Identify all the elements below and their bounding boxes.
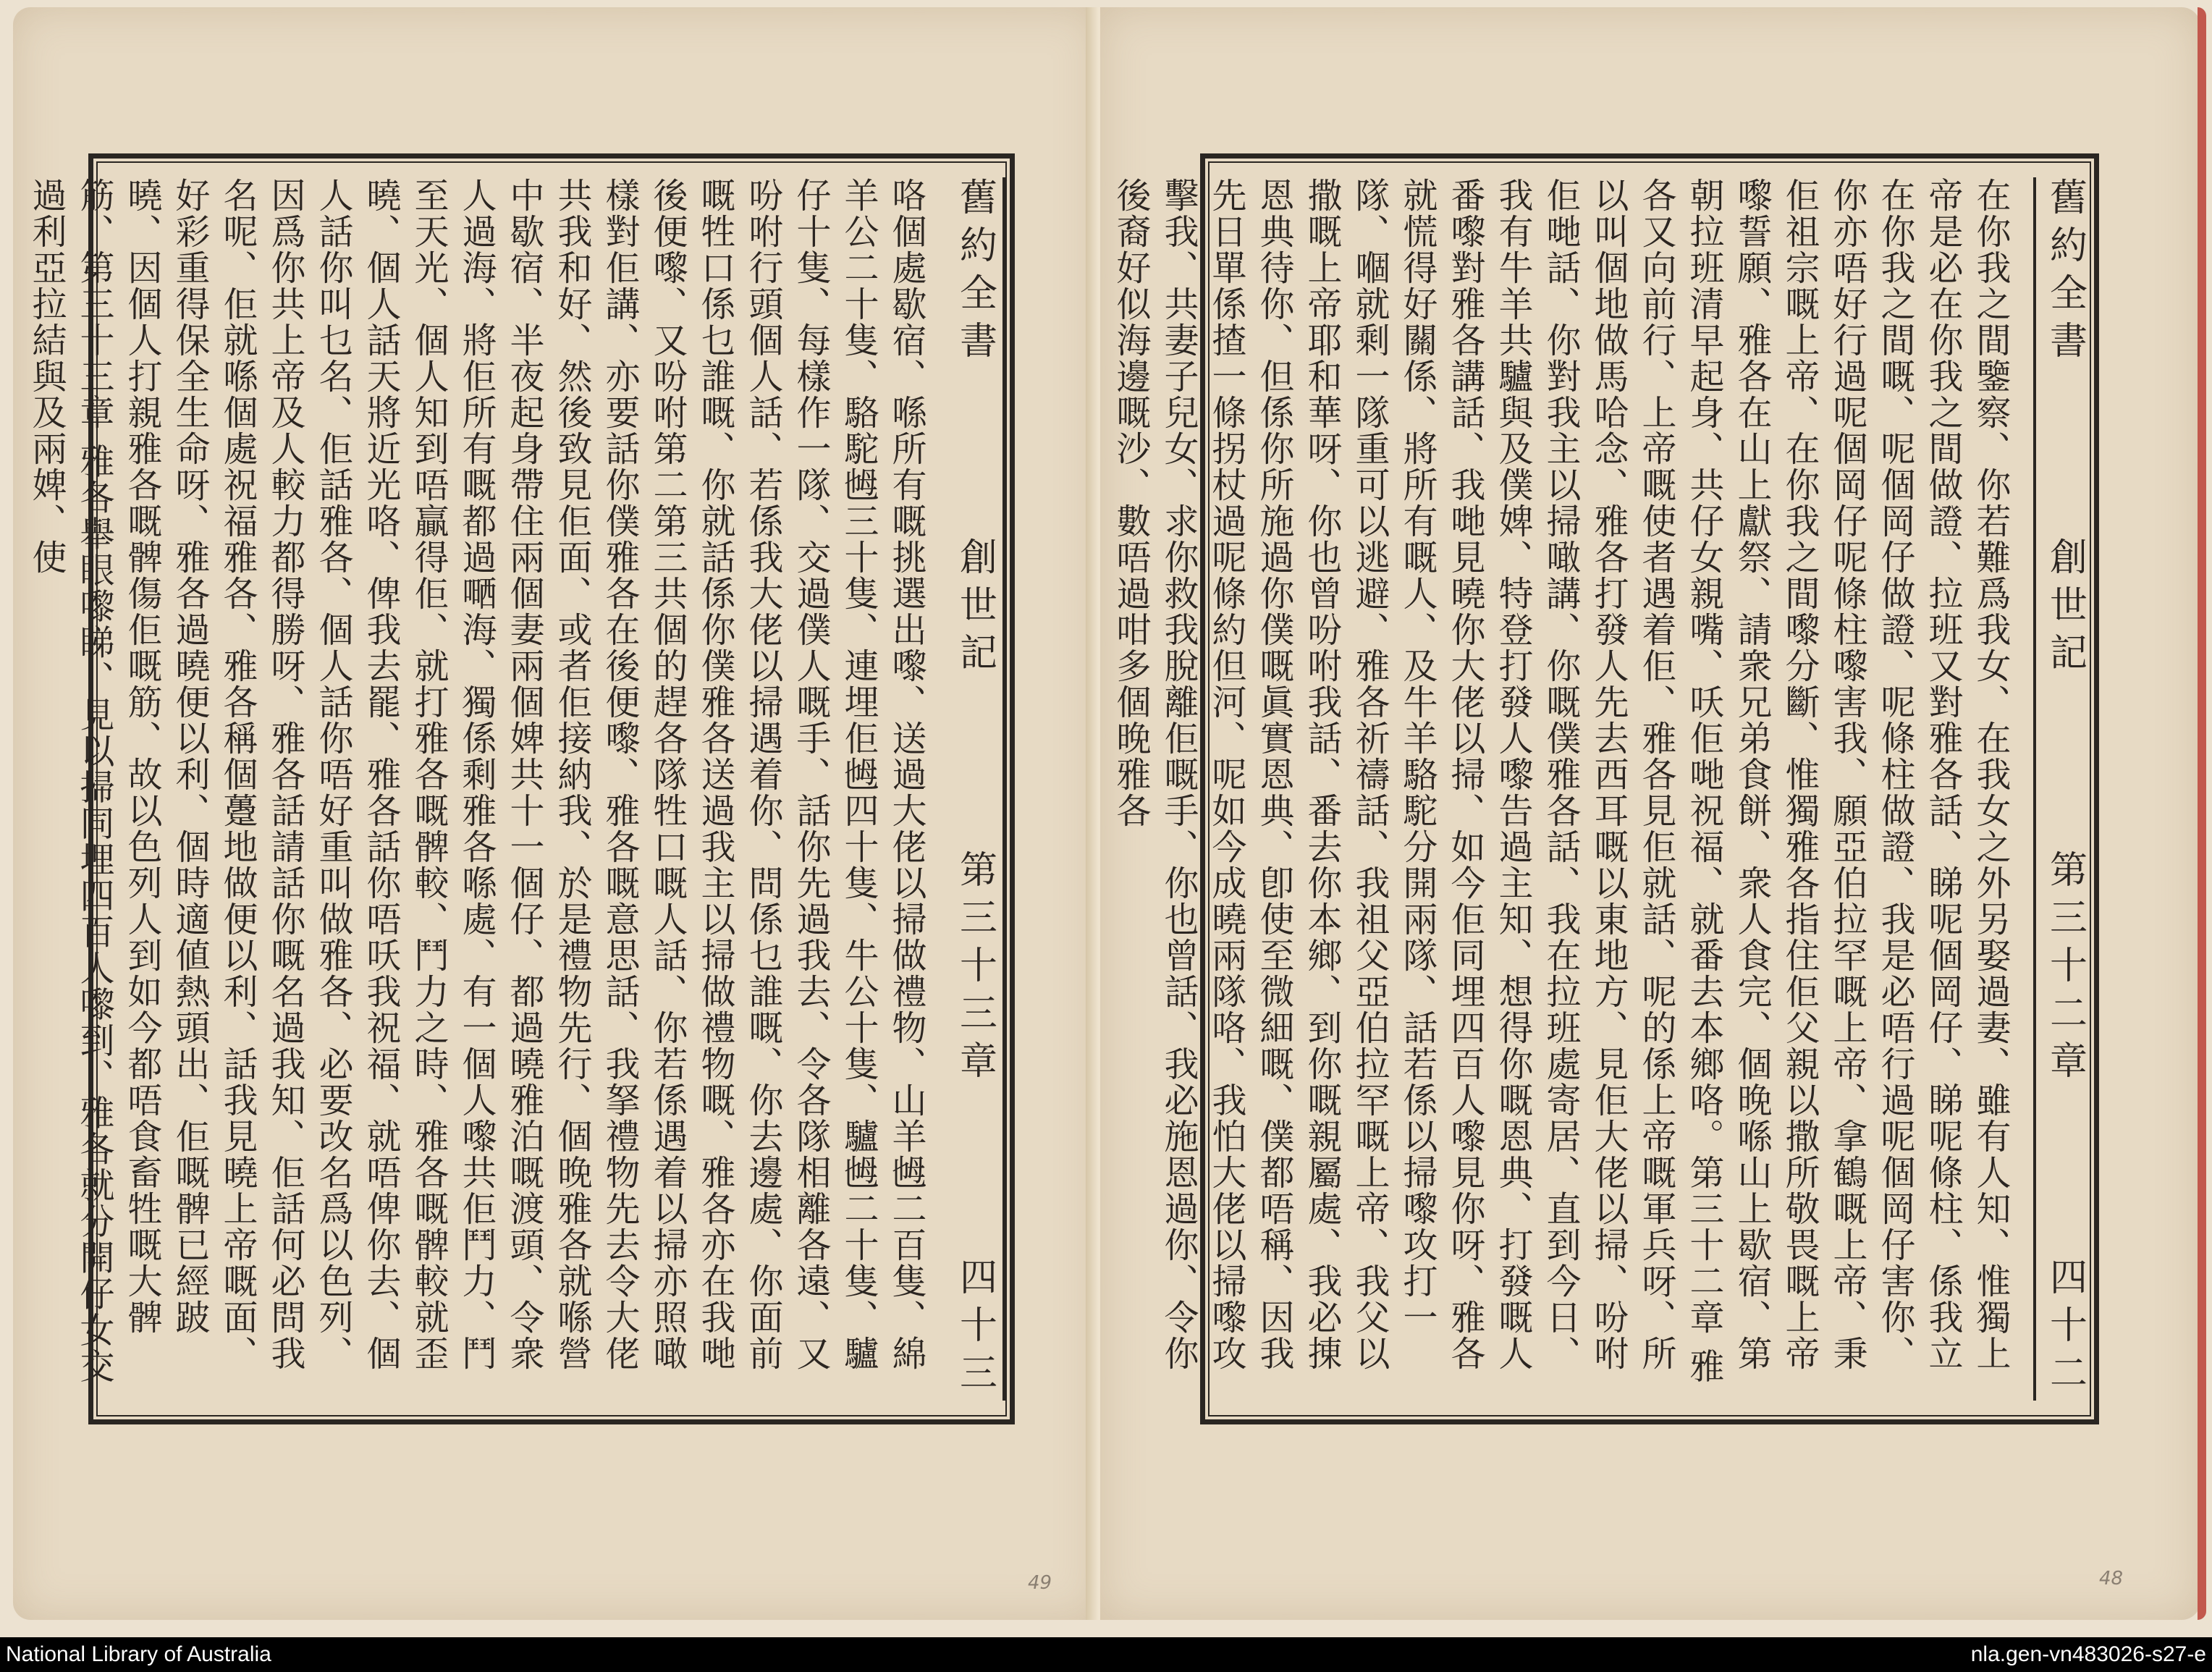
left-page-frame bbox=[26, 153, 1015, 1424]
right-chapter-label: 第三十二章 bbox=[2043, 849, 2087, 1089]
left-book-title: 創世記 bbox=[953, 537, 997, 681]
right-page-number: 四十二 bbox=[2043, 1257, 2087, 1401]
left-chapter-label: 第三十三章 bbox=[953, 849, 997, 1089]
right-running-title: 舊約全書 bbox=[2043, 177, 2087, 368]
left-running-title: 舊約全書 bbox=[953, 177, 997, 368]
left-page-header bbox=[947, 177, 1005, 1401]
attribution-bar bbox=[0, 1637, 2212, 1672]
right-book-title: 創世記 bbox=[2043, 537, 2087, 681]
book-edge bbox=[2198, 7, 2206, 1620]
right-body-text: 在你我之間鑒察、你若難爲我女、在我女之外另娶過妻、雖有人知、惟獨上帝是必在你我之間做證、拉班又對雅各話、睇呢個岡仔、睇呢條柱、係我立在你我之間嘅、呢個岡仔做證、呢條柱做證、我是必唔行過呢個岡仔害你、你亦唔好行過呢個岡仔呢條柱嚟害我、願亞伯拉罕嘅上帝、拿鶴嘅上帝、秉佢祖宗嘅上帝、在你我之間嚟分斷、惟獨雅各指住佢父親以撒所敬畏嘅上帝嚟誓願、雅各在山上獻祭、請衆兄弟食餅、衆人食完、個晚喺山上歇宿、第朝拉班清早起身、共仔女親嘴、㕭佢哋祝福、就番去本鄉咯。第三十二章 雅各又向前行、上帝嘅使者遇着佢、雅各見佢就話、呢的係上帝嘅軍兵呀、所以叫個地做馬哈念、雅各打發人先去西耳嘅以東地方、見佢大佬以掃、吩咐佢哋話、你對我主以掃噉講、你嘅僕雅各話、我在拉班處寄居、直到今日、我有牛羊共驢與及僕婢、特登打發人嚟告過主知、想得你嘅恩典、打發嘅人番嚟對雅各講話、我哋見曉你大佬以掃、如今佢同埋四百人嚟見你呀、雅各就慌得好關係、將所有嘅人、及牛羊駱駝分開兩隊、話若係以掃嚟攻打一隊、嗰就剩一隊重可以逃避、雅各祈禱話、我祖父亞伯拉罕嘅上帝、我父以撒嘅上帝耶和華呀、你也曾吩咐我話、番去你本鄉、到你嘅親屬處、我必㨂恩典待你、但係你所施過你僕嘅眞實恩典、卽使至微細嘅、僕都唔稱、因我先日單係揸一條拐杖過呢條約但河、呢如今成曉兩隊咯、我怕大佬以掃嚟攻擊我、共妻子兒女、求你救我脫離佢嘅手、你也曾話、我必施恩過你、令你後裔好似海邊嘅沙、數唔過咁多個晚雅各 bbox=[1110, 177, 2011, 1385]
left-body-text: 咯個處歇宿、喺所有嘅挑選出嚟、送過大佬以掃做禮物、山羊乸二百隻、綿羊公二十隻、駱駝乸三十隻、連埋佢乸四十隻、牛公十隻、驢乸二十隻、驢仔十隻、每樣作一隊、交過僕人嘅手、話你先過我去、令各隊相離各遠、又吩咐行頭個人話、若係我大佬以掃遇着你、問係乜誰嘅、你去邊處、你面前嘅牲口係乜誰嘅、你就話係你僕雅各送過我主以掃做禮物嘅、雅各亦在我哋後便嚟、又吩咐第二第三共個的趕各隊牲口嘅人話、你若係遇着以掃亦照噉樣對佢講、亦要話你僕雅各在後便嚟、雅各嘅意思話、我拏禮物先去令大佬共我和好、然後致見佢面、或者佢接納我、於是禮物先行、個晚雅各就喺營中歇宿、半夜起身帶住兩個妻兩個婢共十一個仔、都過曉雅泊嘅渡頭、令衆人過海、將佢所有嘅都過嗮海、獨係剩雅各喺處、有一個人嚟共佢鬥力、鬥至天光、個人知到唔贏得佢、就打雅各嘅髀較、鬥力之時、雅各嘅髀較就歪曉、個人話天將近光咯、俾我去罷、雅各話你唔㕭我祝福、就唔俾你去、個人話你叫乜名、佢話雅各、個人話你唔好重叫做雅各、必要改名爲以色列、因爲你共上帝及人較力都得勝呀、雅各話請話你嘅名過我知、佢話何必問我名呢、佢就喺個處祝福雅各、雅各稱個躉地做便以利、話我見曉上帝嘅面、好彩重得保全生命呀、雅各過曉便以利、個時適値熱頭出、佢嘅髀已經跛曉、因個人打親雅各嘅髀傷佢嘅筋、故以色列人到如今都唔食畜牲嘅大髀筋、第三十三章 雅各舉眼嚟睇、見以掃同埋四百人嚟到、雅各就分開仔女交過利亞拉結與及兩婢、使 bbox=[26, 177, 926, 1385]
institution-label: National Library of Australia bbox=[6, 1642, 271, 1666]
right-page-header bbox=[2033, 177, 2094, 1401]
right-pencil-number: 48 bbox=[2099, 1568, 2124, 1589]
right-page-frame bbox=[1110, 153, 2099, 1424]
left-pencil-number: 49 bbox=[1028, 1572, 1052, 1594]
record-identifier: nla.gen-vn483026-s27-e bbox=[1970, 1642, 2206, 1666]
left-page-number: 四十三 bbox=[953, 1257, 997, 1401]
